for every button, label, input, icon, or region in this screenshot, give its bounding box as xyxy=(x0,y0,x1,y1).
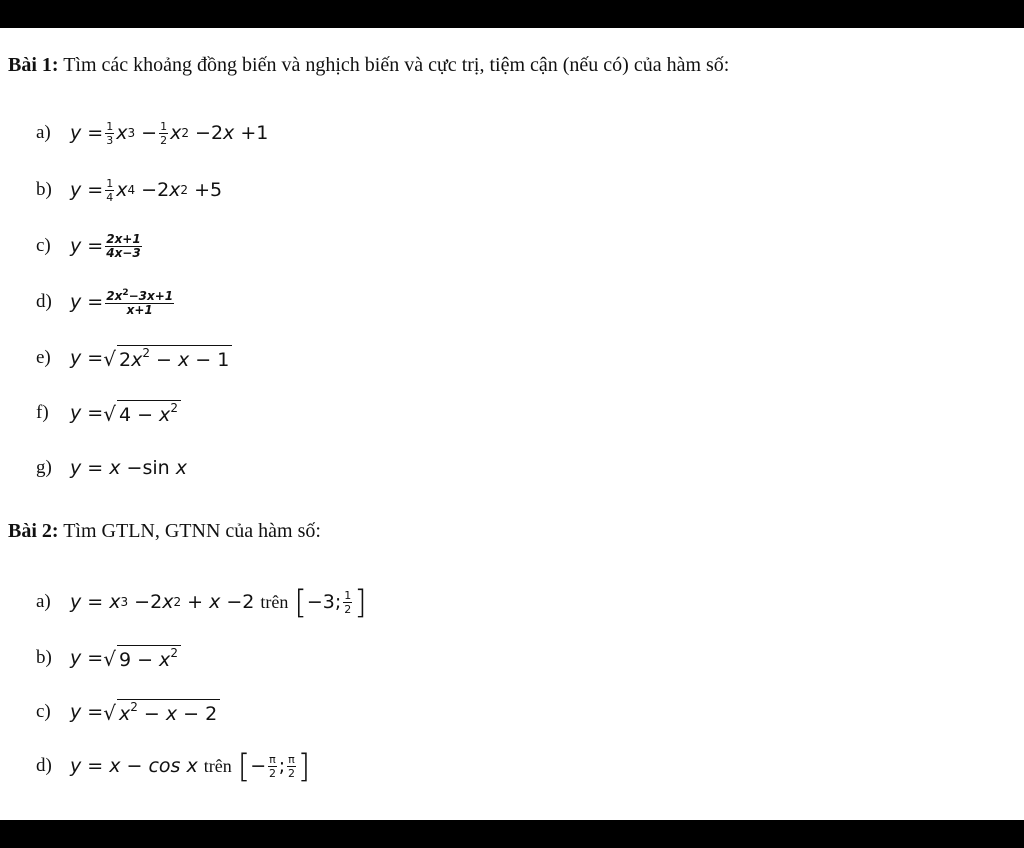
item-label: a) xyxy=(36,122,51,143)
formula: y = $\frac{2x+1}{4x-3}$ xyxy=(70,231,141,260)
interval-word: trên xyxy=(203,755,232,776)
item-label: e) xyxy=(36,347,51,368)
item-label: b) xyxy=(36,647,52,668)
formula: y = √ $2x^2 - x - 1$ xyxy=(70,345,232,371)
interval-word: trên xyxy=(260,591,289,612)
formula: y = √ $x^2 - x - 2$ xyxy=(70,699,220,725)
item-label: a) xyxy=(36,591,51,612)
exercise-1-item-f xyxy=(36,395,181,431)
item-label: c) xyxy=(36,235,51,256)
item-label: b) xyxy=(36,179,52,200)
formula: y = $\frac{2x^2-3x+1}{x+1}$ xyxy=(70,288,174,317)
item-label: d) xyxy=(36,291,52,312)
exercise-2-item-b xyxy=(36,640,181,676)
exercise-1-item-g xyxy=(36,450,187,486)
exercise-1-text: Tìm các khoảng đồng biến và nghịch biến và cực trị, tiệm cận (nếu có) của hàm số: xyxy=(58,54,730,76)
formula: y = x − sin x xyxy=(70,457,187,479)
item-label: d) xyxy=(36,755,52,776)
formula: y = $\frac{1}{3}$ x 3 − $\frac{1}{2}$ x 2 − 2 x + 1 xyxy=(70,119,269,147)
exercise-1-item-a xyxy=(36,115,268,151)
exercise-1-item-e xyxy=(36,340,232,376)
exercise-1-item-c xyxy=(36,228,144,264)
exercise-2-heading xyxy=(8,520,321,543)
exercise-1-item-d xyxy=(36,284,176,320)
formula: y = x 3 − 2 x 2 + x − 2 trên [ −3; $\frac{1}{2}$ ] xyxy=(70,583,367,621)
formula: y = x − cos x trên [ − $\frac{\pi}{2}$ ; $\frac{\pi}{2}$ ] xyxy=(70,747,311,785)
exercise-2-text: Tìm GTLN, GTNN của hàm số: xyxy=(58,520,321,542)
exercise-2-item-d xyxy=(36,748,310,784)
exercise-2-item-a xyxy=(36,584,367,620)
item-label: c) xyxy=(36,701,51,722)
formula: y = √ $4 - x^2$ xyxy=(70,400,181,426)
exercise-2-number: Bài 2: xyxy=(8,520,59,542)
document-page xyxy=(0,28,1024,820)
formula: y = √ $9 - x^2$ xyxy=(70,645,181,671)
formula: y = $\frac{1}{4}$ x 4 − 2 x 2 + 5 xyxy=(70,176,223,204)
item-label: f) xyxy=(36,402,49,423)
exercise-1-item-b xyxy=(36,172,222,208)
exercise-1-number: Bài 1: xyxy=(8,54,59,76)
exercise-2-item-c xyxy=(36,694,220,730)
item-label: g) xyxy=(36,457,52,478)
exercise-1-heading xyxy=(8,54,729,77)
